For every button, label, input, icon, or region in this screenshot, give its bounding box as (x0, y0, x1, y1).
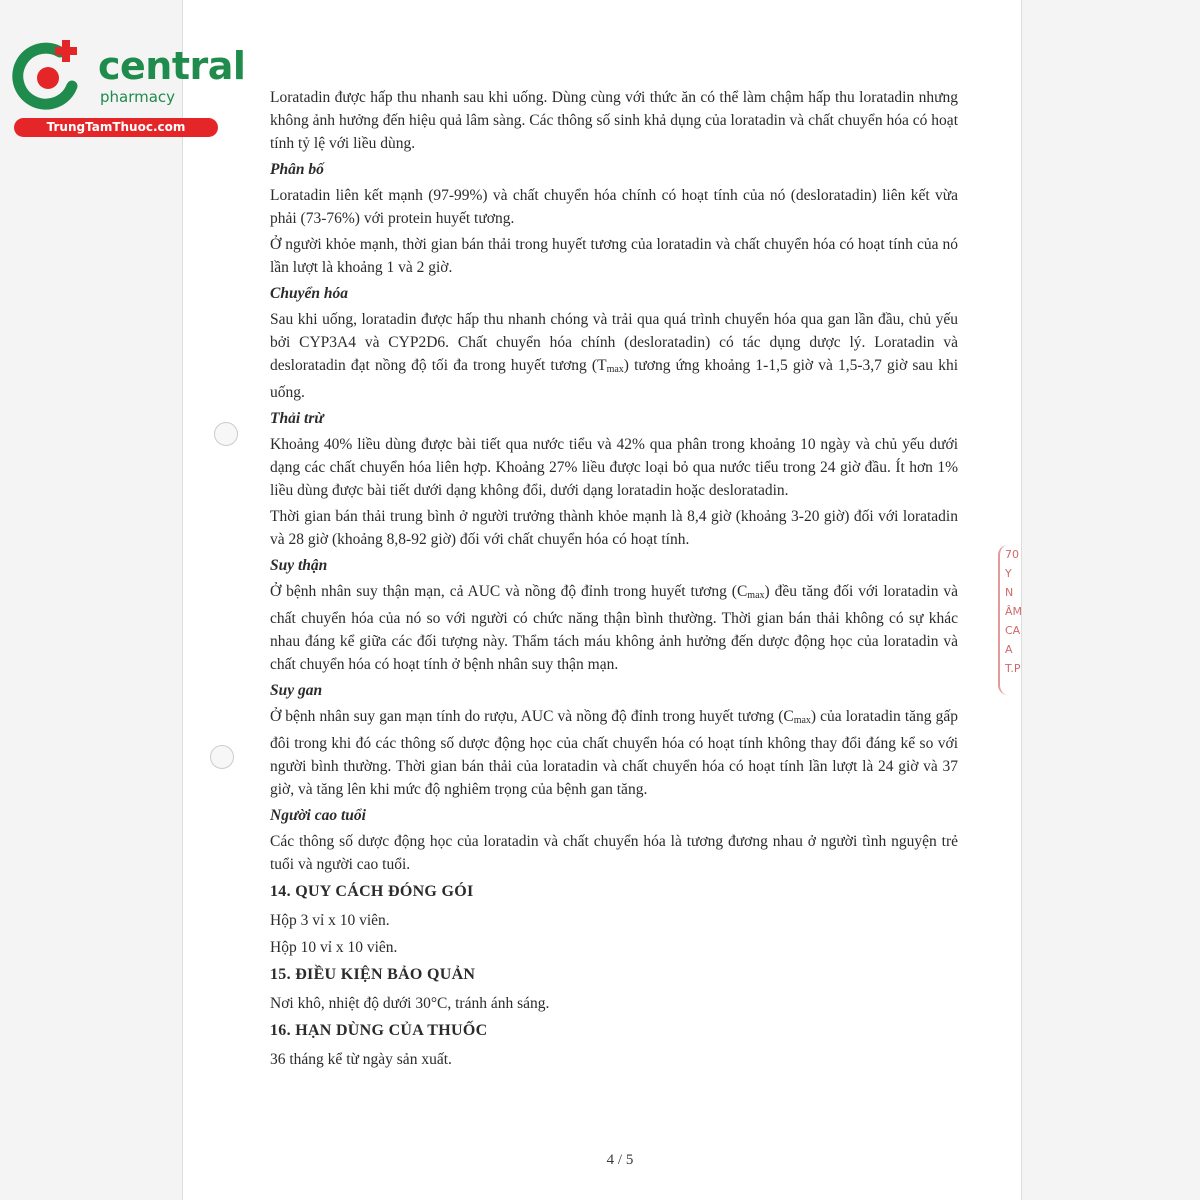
paragraph-distribution-1: Loratadin liên kết mạnh (97-99%) và chất chuyển hóa chính có hoạt tính của nó (desloratadin) liên kết vừa phải (73-76%) với protein huyết tương. (270, 187, 958, 227)
official-stamp: 70 Y N ÂM CA A T.P (998, 545, 1030, 695)
punch-hole (214, 422, 238, 446)
storage-line-1: Nơi khô, nhiệt độ dưới 30°C, tránh ánh sáng. (270, 995, 550, 1012)
packaging-line-1: Hộp 3 vỉ x 10 viên. (270, 912, 390, 929)
central-pharmacy-logo[interactable] (10, 38, 246, 138)
logo-subtitle: pharmacy (100, 88, 176, 106)
heading-elimination: Thải trừ (270, 410, 324, 427)
punch-hole (210, 745, 234, 769)
heading-metabolism: Chuyển hóa (270, 285, 348, 302)
paragraph-elderly: Các thông số dược động học của loratadin và chất chuyển hóa là tương đương nhau ở người tình nguyện trẻ tuổi và người cao tuổi. (270, 833, 958, 873)
paragraph-elimination-1: Khoảng 40% liều dùng được bài tiết qua nước tiểu và 42% qua phân trong khoảng 10 ngày và chủ yếu dưới dạng các chất chuyển hóa liên hợp. Khoảng 27% liều được loại bỏ qua nước tiểu trong 24 giờ đầu. Ít hơn 1% liều dùng được bài tiết dưới dạng không đổi, dưới dạng loratadin hoặc desloratadin. (270, 436, 958, 499)
heading-elderly: Người cao tuổi (270, 807, 366, 824)
paragraph-elimination-2: Thời gian bán thải trung bình ở người trưởng thành khỏe mạnh là 8,4 giờ (khoảng 3-20 giờ) đối với loratadin và 28 giờ (khoảng 8,8-92 giờ) đối với chất chuyển hóa có hoạt tính. (270, 508, 958, 548)
document-body (270, 86, 958, 1075)
section-14-title: 14. QUY CÁCH ĐÓNG GÓI (270, 883, 474, 900)
logo-name: central (98, 44, 246, 88)
logo-url[interactable]: TrungTamThuoc.com (14, 118, 218, 137)
section-15-title: 15. ĐIỀU KIỆN BẢO QUẢN (270, 966, 476, 983)
page-number: 4 / 5 (606, 1152, 634, 1168)
paragraph-metabolism: Sau khi uống, loratadin được hấp thu nhanh chóng và trải qua quá trình chuyển hóa qua gan lần đầu, chủ yếu bởi CYP3A4 và CYP2D6. Chất chuyển hóa chính (desloratadin) có tác dụng dược lý. Loratadin và desloratadin đạt nồng độ tối đa trong huyết tương $(T_{max})$ tương ứng khoảng 1-1,5 giờ và 1,5-3,7 giờ sau khi uống. (270, 311, 958, 401)
heading-renal-impairment: Suy thận (270, 557, 328, 574)
section-16-title: 16. HẠN DÙNG CỦA THUỐC (270, 1022, 488, 1039)
pharmacy-cross-icon (10, 38, 86, 114)
packaging-line-2: Hộp 10 vỉ x 10 viên. (270, 939, 398, 956)
paragraph-renal-impairment: Ở bệnh nhân suy thận mạn, cả AUC và nồng độ đỉnh trong huyết tương $(C_{max})$ đều tăng đối với loratadin và chất chuyển hóa của nó so với người có chức năng thận bình thường. Thời gian bán thải không có sự khác nhau đáng kể giữa các đối tượng này. Thẩm tách máu không ảnh hưởng đến dược động học của loratadin và chất chuyển hóa có hoạt tính ở bệnh nhân suy thận mạn. (270, 583, 958, 673)
heading-distribution: Phân bố (270, 161, 324, 178)
heading-hepatic-impairment: Suy gan (270, 682, 323, 699)
shelf-life-line-1: 36 tháng kể từ ngày sản xuất. (270, 1051, 452, 1068)
paragraph-distribution-2: Ở người khỏe mạnh, thời gian bán thải trong huyết tương của loratadin và chất chuyển hóa có hoạt tính của nó lần lượt là khoảng 1 và 2 giờ. (270, 236, 958, 276)
paragraph-absorption: Loratadin được hấp thu nhanh sau khi uống. Dùng cùng với thức ăn có thể làm chậm hấp thu loratadin nhưng không ảnh hưởng đến hiệu quả lâm sàng. Các thông số sinh khả dụng của loratadin và chất chuyển hóa có hoạt tính tỷ lệ với liều dùng. (270, 89, 958, 152)
paragraph-hepatic-impairment: Ở bệnh nhân suy gan mạn tính do rượu, AUC và nồng độ đỉnh trong huyết tương $(C_{max})$ của loratadin tăng gấp đôi trong khi đó các thông số dược động học của chất chuyển hóa có hoạt tính không thay đổi đáng kể so với người bình thường. Thời gian bán thải của loratadin và chất chuyển hóa có hoạt tính lần lượt là 24 giờ và 37 giờ, và tăng lên khi mức độ nghiêm trọng của bệnh gan tăng. (270, 708, 958, 798)
